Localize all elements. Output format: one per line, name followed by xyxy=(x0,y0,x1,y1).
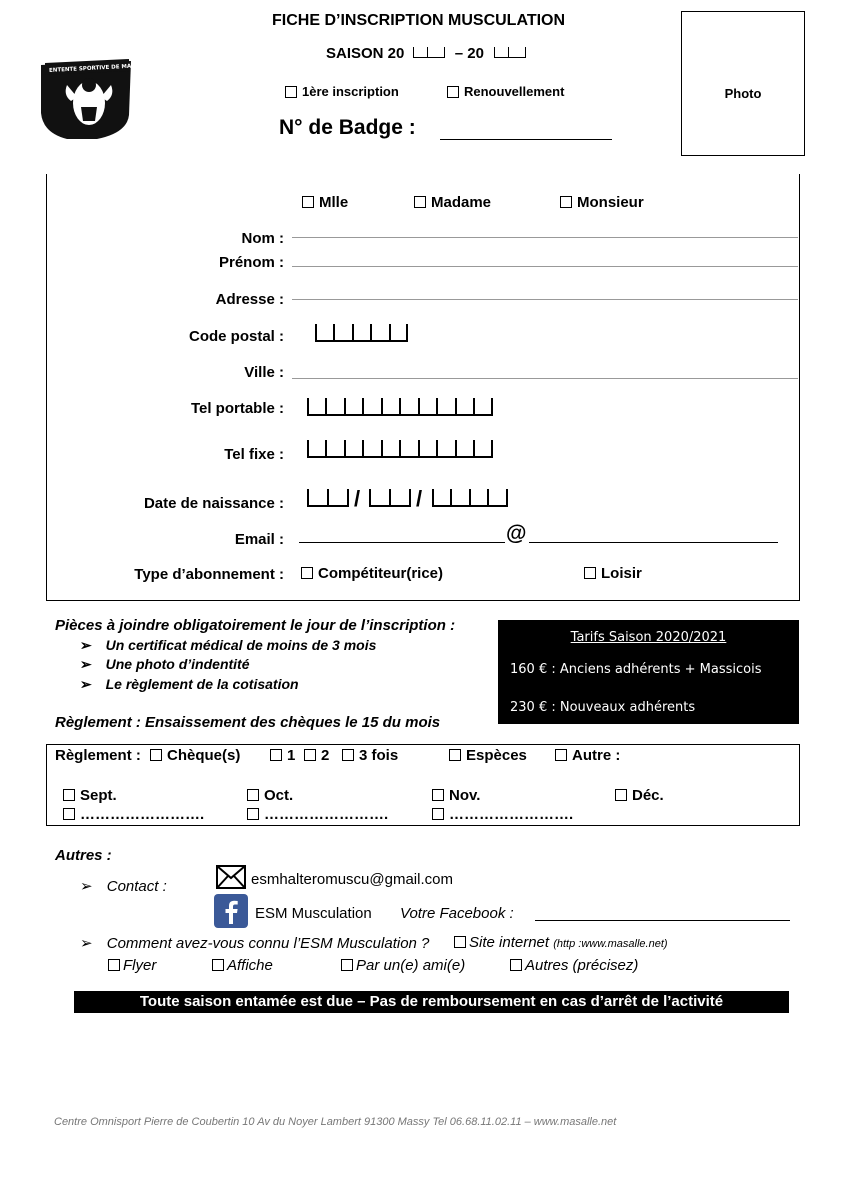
civility-mlle[interactable] xyxy=(302,194,348,211)
arrow-bullet-icon: ➢ xyxy=(80,676,92,692)
option-label: 1ère inscription xyxy=(302,84,399,99)
option-label: Chèque(s) xyxy=(167,747,241,764)
checkbox[interactable] xyxy=(432,808,444,820)
footer-address: Centre Omnisport Pierre de Coubertin 10 Av du Noyer Lambert 91300 Massy Tel 06.68.11.02.11 – www.masalle.net xyxy=(54,1116,617,1128)
extra-month-2[interactable] xyxy=(247,806,388,823)
season-dash: – 20 xyxy=(454,45,484,62)
civility-label: Monsieur xyxy=(577,194,644,211)
month-dec[interactable] xyxy=(615,787,664,804)
logo-text: ENTENTE SPORTIVE DE MASSY xyxy=(48,63,143,74)
option-label: Flyer xyxy=(123,957,157,974)
identity-box xyxy=(46,174,800,601)
facebook-page-name[interactable]: ESM Musculation xyxy=(255,905,372,922)
option-autre[interactable] xyxy=(555,747,620,764)
refund-policy-banner xyxy=(74,991,789,1013)
checkbox[interactable] xyxy=(584,567,596,579)
autres-heading: Autres : xyxy=(55,847,112,864)
dots-field[interactable]: ……………………. xyxy=(449,806,574,823)
checkbox[interactable] xyxy=(510,959,522,971)
checkbox[interactable] xyxy=(615,789,627,801)
tel-portable-boxes[interactable] xyxy=(307,398,493,416)
photo-box[interactable] xyxy=(681,11,805,156)
checkbox[interactable] xyxy=(108,959,120,971)
season-line xyxy=(326,45,526,62)
site-url: (http :www.masalle.net) xyxy=(553,938,668,950)
prenom-label: Prénom : xyxy=(218,254,284,271)
civility-monsieur[interactable] xyxy=(560,194,644,211)
option-label: 1 xyxy=(287,747,296,764)
option-first-inscription[interactable] xyxy=(285,84,399,99)
pieces-heading: Pièces à joindre obligatoirement le jour de l’inscription : xyxy=(55,617,456,634)
tel-portable-label: Tel portable : xyxy=(190,400,284,417)
arrow-bullet-icon: ➢ xyxy=(80,935,93,952)
checkbox[interactable] xyxy=(342,749,354,761)
birth-day-boxes[interactable] xyxy=(307,489,349,507)
arrow-bullet-icon: ➢ xyxy=(80,637,92,653)
month-label: Sept. xyxy=(80,787,117,804)
arrow-bullet-icon: ➢ xyxy=(80,878,93,895)
tarifs-line-2: 230 € : Nouveaux adhérents xyxy=(510,700,696,715)
photo-label: Photo xyxy=(724,86,762,101)
option-label: Loisir xyxy=(601,565,642,582)
option-label: Espèces xyxy=(466,747,527,764)
season-year-boxes-2[interactable] xyxy=(494,47,526,58)
nom-field[interactable] xyxy=(292,237,798,238)
contact-email-link[interactable]: esmhalteromuscu@gmail.com xyxy=(251,871,453,888)
month-label: Nov. xyxy=(449,787,481,804)
checkbox[interactable] xyxy=(247,789,259,801)
option-especes[interactable] xyxy=(449,747,527,764)
option-label: Affiche xyxy=(227,957,273,974)
checkbox[interactable] xyxy=(555,749,567,761)
option-competiteur[interactable] xyxy=(301,565,443,582)
option-cheque[interactable] xyxy=(150,747,240,764)
contact-label: Contact : xyxy=(106,878,167,895)
tel-fixe-boxes[interactable] xyxy=(307,440,493,458)
nom-label: Nom : xyxy=(241,230,284,247)
checkbox[interactable] xyxy=(301,567,313,579)
code-postal-boxes[interactable] xyxy=(315,324,408,342)
code-postal-label: Code postal : xyxy=(188,328,284,345)
option-autres-precisez[interactable] xyxy=(510,957,638,974)
arrow-bullet-icon: ➢ xyxy=(80,656,92,672)
checkbox[interactable] xyxy=(212,959,224,971)
tarifs-box xyxy=(498,620,799,724)
option-loisir[interactable] xyxy=(584,565,642,582)
civility-label: Mlle xyxy=(319,194,349,211)
checkbox[interactable] xyxy=(270,749,282,761)
pieces-item-text: Une photo d’indentité xyxy=(105,656,250,672)
dots-field[interactable]: ……………………. xyxy=(80,806,205,823)
pieces-item-text: Un certificat médical de moins de 3 mois xyxy=(105,637,377,653)
pieces-item xyxy=(80,637,376,654)
option-2-fois[interactable] xyxy=(304,747,329,764)
tarifs-title: Tarifs Saison 2020/2021 xyxy=(570,630,727,645)
pieces-item xyxy=(80,676,299,693)
checkbox[interactable] xyxy=(150,749,162,761)
month-label: Déc. xyxy=(632,787,664,804)
votre-facebook-label: Votre Facebook : xyxy=(400,905,514,922)
date-naissance-label: Date de naissance : xyxy=(143,495,284,512)
question-text: Comment avez-vous connu l’ESM Musculation ? xyxy=(106,935,430,952)
checkbox[interactable] xyxy=(414,196,426,208)
dots-field[interactable]: ……………………. xyxy=(264,806,389,823)
month-sept[interactable] xyxy=(63,787,117,804)
ville-field[interactable] xyxy=(292,378,798,379)
option-site-internet[interactable] xyxy=(454,934,668,951)
contact-row xyxy=(80,877,167,895)
checkbox[interactable] xyxy=(247,808,259,820)
checkbox[interactable] xyxy=(63,789,75,801)
pieces-item-text: Le règlement de la cotisation xyxy=(105,676,299,692)
reglement-label: Règlement : xyxy=(55,747,141,764)
question-row xyxy=(80,934,429,952)
email-domain-field[interactable] xyxy=(529,542,778,543)
tel-fixe-label: Tel fixe : xyxy=(224,446,284,463)
option-3-fois[interactable] xyxy=(342,747,398,764)
option-label: Compétiteur(rice) xyxy=(318,565,444,582)
option-label: 3 fois xyxy=(359,747,399,764)
checkbox[interactable] xyxy=(341,959,353,971)
badge-field[interactable] xyxy=(440,139,612,140)
checkbox[interactable] xyxy=(432,789,444,801)
option-label: Par un(e) ami(e) xyxy=(356,957,466,974)
badge-label: N° de Badge : xyxy=(279,116,416,139)
mail-icon xyxy=(216,865,246,889)
email-at-sign: @ xyxy=(506,522,527,545)
option-1-fois[interactable] xyxy=(270,747,295,764)
extra-month-3[interactable] xyxy=(432,806,573,823)
checkbox[interactable] xyxy=(447,86,459,98)
checkbox[interactable] xyxy=(304,749,316,761)
option-renewal[interactable] xyxy=(447,84,564,99)
month-nov[interactable] xyxy=(432,787,480,804)
option-flyer[interactable] xyxy=(108,957,156,974)
checkbox[interactable] xyxy=(285,86,297,98)
type-abonnement-label: Type d’abonnement : xyxy=(134,566,284,583)
adresse-label: Adresse : xyxy=(215,291,284,308)
extra-month-1[interactable] xyxy=(63,806,204,823)
option-ami[interactable] xyxy=(341,957,465,974)
checkbox[interactable] xyxy=(302,196,314,208)
civility-label: Madame xyxy=(431,194,492,211)
prenom-field[interactable] xyxy=(292,266,798,267)
reglement-note: Règlement : Ensaissement des chèques le 15 du mois xyxy=(55,714,441,731)
season-year-boxes-1[interactable] xyxy=(413,47,445,58)
option-label: Site internet xyxy=(469,934,550,951)
month-label: Oct. xyxy=(264,787,294,804)
club-logo xyxy=(37,55,143,141)
checkbox[interactable] xyxy=(63,808,75,820)
refund-policy-text: Toute saison entamée est due – Pas de remboursement en cas d’arrêt de l’activité xyxy=(139,993,724,1010)
adresse-field[interactable] xyxy=(292,299,798,300)
date-separator: / xyxy=(416,486,423,511)
facebook-icon[interactable] xyxy=(214,894,248,928)
season-prefix: SAISON 20 xyxy=(326,45,405,62)
checkbox[interactable] xyxy=(449,749,461,761)
email-local-field[interactable] xyxy=(299,542,505,543)
reglement-row xyxy=(55,747,141,764)
option-label: 2 xyxy=(321,747,330,764)
birth-month-boxes[interactable] xyxy=(369,489,411,507)
birth-year-boxes[interactable] xyxy=(432,489,508,507)
tarifs-line-1: 160 € : Anciens adhérents + Massicois xyxy=(510,662,762,677)
form-title: FICHE D’INSCRIPTION MUSCULATION xyxy=(272,12,566,29)
option-label: Autre : xyxy=(572,747,621,764)
month-oct[interactable] xyxy=(247,787,293,804)
pieces-item xyxy=(80,656,250,673)
checkbox[interactable] xyxy=(454,936,466,948)
date-separator: / xyxy=(354,486,361,511)
email-label: Email : xyxy=(234,531,284,548)
option-label: Autres (précisez) xyxy=(525,957,639,974)
civility-madame[interactable] xyxy=(414,194,491,211)
checkbox[interactable] xyxy=(560,196,572,208)
votre-facebook-field[interactable] xyxy=(535,920,790,921)
ville-label: Ville : xyxy=(244,364,284,381)
option-label: Renouvellement xyxy=(464,84,565,99)
option-affiche[interactable] xyxy=(212,957,273,974)
